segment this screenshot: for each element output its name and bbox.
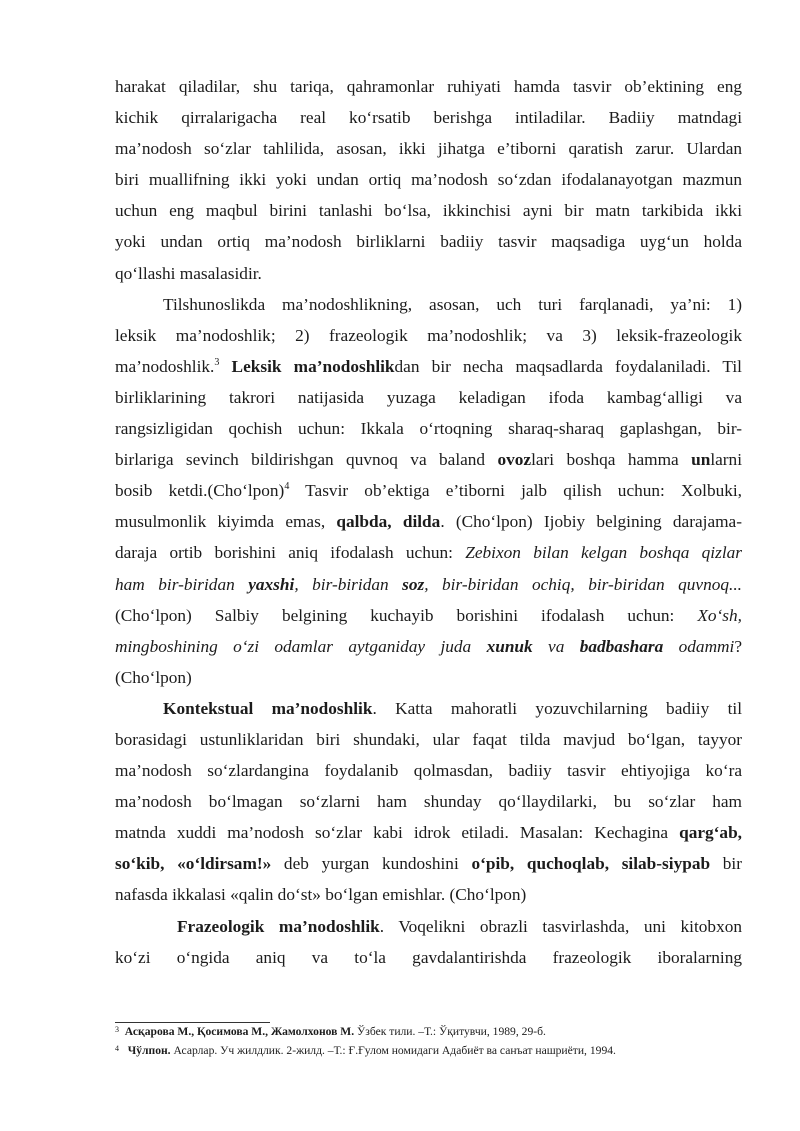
italic-run: Zebixon bilan kelgan boshqa qizlar [465, 543, 742, 563]
italic-run: ham bir-biridan [115, 574, 249, 594]
footnote-ref-4[interactable]: 4 [284, 481, 290, 493]
text-run: . Voqelikni obrazli tasvirlashda, uni kitobxon [379, 916, 742, 936]
text-line [115, 848, 742, 879]
footnote-separator [115, 1022, 270, 1023]
footnote-text: Ўзбек тили. –Т.: Ўқитувчи, 1989, 29-б. [354, 1025, 546, 1038]
paragraph-4 [115, 911, 742, 973]
text-run: deb yurgan kundoshini [271, 854, 472, 874]
text-run: bosib ketdi.(Cho‘lpon) [115, 481, 285, 501]
footnote-ref-3[interactable]: 3 [214, 356, 220, 368]
text-run: lari boshqa hamma [531, 450, 692, 470]
paragraph-1 [115, 71, 742, 289]
text-line: qo‘llashi masalasidir. [115, 263, 262, 283]
bold-italic-run: badbashara [579, 636, 664, 656]
text-run: ? [734, 636, 742, 656]
text-line: ma’nodosh so‘zlardangina foydalanib qolmasdan, badiiy tasvir ehtiyojiga ko‘ra [115, 761, 742, 781]
text-run: Tasvir ob’ektiga e’tiborni jalb qilish uchun: Xolbuki, [289, 481, 742, 501]
text-run: musulmonlik kiyimda emas, [115, 512, 337, 532]
text-line [115, 693, 742, 724]
text-line: ma’nodosh so‘zlar tahlilida, asosan, ikki jihatga e’tiborni qaratish zarur. Ulardan [115, 139, 742, 159]
text-run: bir [710, 854, 742, 874]
text-run: birlariga sevinch bildirishgan quvnoq va baland [115, 450, 498, 470]
text-line [115, 817, 742, 848]
text-line: biri muallifning ikki yoki undan ortiq ma’nodosh so‘zdan ifodalanayotgan mazmun [115, 170, 742, 190]
text-line [115, 537, 742, 568]
text-run: . Katta mahoratli yozuvchilarning badiiy til [372, 698, 742, 718]
text-line: leksik ma’nodoshlik; 2) frazeologik ma’nodoshlik; va 3) leksik-frazeologik [115, 325, 742, 345]
italic-run: mingboshining o‘zi odamlar aytganiday juda [115, 636, 487, 656]
text-run: ma’nodoshlik. [115, 356, 215, 376]
text-line: yoki undan ortiq ma’nodosh birliklarni badiiy tasvir maqsadiga uyg‘un holda [115, 232, 742, 252]
term-kontekstual: Kontekstual ma’nodoshlik [163, 698, 373, 718]
footnote-author: Чўлпон. [127, 1044, 171, 1057]
footnote-author: Асқарова М., Қосимова М., Жамолхонов М. [124, 1025, 355, 1038]
footnote-text: Асарлар. Уч жилдлик. 2-жилд. –Т.: Ғ.Ғулом номидаги Адабиёт ва санъат нашриёти, 1994. [170, 1044, 616, 1057]
document-body [115, 71, 742, 973]
footnote-number: 4 [115, 1044, 119, 1053]
text-line: uchun eng maqbul birini tanlashi bo‘lsa, ikkinchisi ayni bir matn tarkibida ikki [115, 201, 742, 221]
bold-run: qalbda, dilda [336, 512, 441, 532]
bold-run: ovoz [497, 450, 532, 470]
text-line: nafasda ikkalasi «qalin do‘st» bo‘lgan emishlar. (Cho‘lpon) [115, 885, 527, 905]
text-run: matnda xuddi ma’nodosh so‘zlar kabi idrok etiladi. Masalan: Kechagina [115, 823, 680, 843]
text-line [115, 911, 742, 942]
text-run: daraja ortib borishini aniq ifodalash uchun: [115, 543, 466, 563]
bold-run: qarg‘ab, [679, 823, 742, 843]
text-line: ko‘zi o‘ngida aniq va to‘la gavdalantirishda frazeologik iboralarning [115, 947, 742, 967]
footnote-4 [115, 1044, 616, 1057]
term-frazeologik: Frazeologik ma’nodoshlik [177, 916, 380, 936]
text-run: (Cho‘lpon) Salbiy belgining kuchayib borishini ifodalash uchun: [115, 605, 698, 625]
term-leksik: Leksik ma’nodoshlik [219, 356, 395, 376]
text-run: larni [710, 450, 742, 470]
bold-run: so‘kib, «o‘ldirsam!» [115, 854, 272, 874]
text-line [115, 631, 742, 662]
text-line: rangsizligidan qochish uchun: Ikkala o‘rtoqning sharaq-sharaq gaplashgan, bir- [115, 419, 742, 439]
text-run: . (Cho‘lpon) Ijobiy belgining darajama- [440, 512, 742, 532]
footnote-number: 3 [115, 1025, 119, 1034]
text-line: ma’nodosh bo‘lmagan so‘zlarni ham shunday qo‘llaydilarki, bu so‘zlar ham [115, 792, 742, 812]
italic-run: Xo‘sh, [697, 605, 742, 625]
italic-run: , bir-biridan ochiq, bir-biridan quvnoq... [424, 574, 742, 594]
text-run: dan bir necha maqsadlarda foydalaniladi. Til [394, 356, 742, 376]
text-line: kichik qirralarigacha real ko‘rsatib berishga intiladilar. Badiiy matndagi [115, 108, 742, 128]
text-line: birliklarining takrori natijasida yuzaga keladigan ifoda kambag‘alligi va [115, 387, 742, 407]
text-line [115, 351, 742, 382]
bold-italic-run: xunuk [486, 636, 533, 656]
paragraph-2 [115, 289, 742, 693]
paragraph-3 [115, 693, 742, 911]
text-line [115, 569, 742, 600]
text-line: (Cho‘lpon) [115, 667, 192, 687]
text-line [115, 444, 742, 475]
italic-run: , bir-biridan [294, 574, 403, 594]
text-line: Tilshunoslikda ma’nodoshlikning, asosan, uch turi farqlanadi, ya’ni: 1) [163, 294, 742, 314]
footnote-3 [115, 1025, 546, 1038]
text-line [115, 600, 742, 631]
text-line [115, 506, 742, 537]
text-line [115, 475, 742, 506]
bold-run: o‘pib, quchoqlab, silab-siypab [471, 854, 711, 874]
bold-italic-run: soz [402, 574, 425, 594]
bold-italic-run: yaxshi [248, 574, 295, 594]
text-line: harakat qiladilar, shu tariqa, qahramonlar ruhiyati hamda tasvir ob’ektining eng [115, 77, 742, 96]
italic-run: odammi [663, 636, 735, 656]
text-line: borasidagi ustunliklaridan biri shundaki, ular faqat tilda mavjud bo‘lgan, tayyor [115, 729, 742, 749]
italic-run: va [532, 636, 580, 656]
bold-run: un [691, 450, 711, 470]
